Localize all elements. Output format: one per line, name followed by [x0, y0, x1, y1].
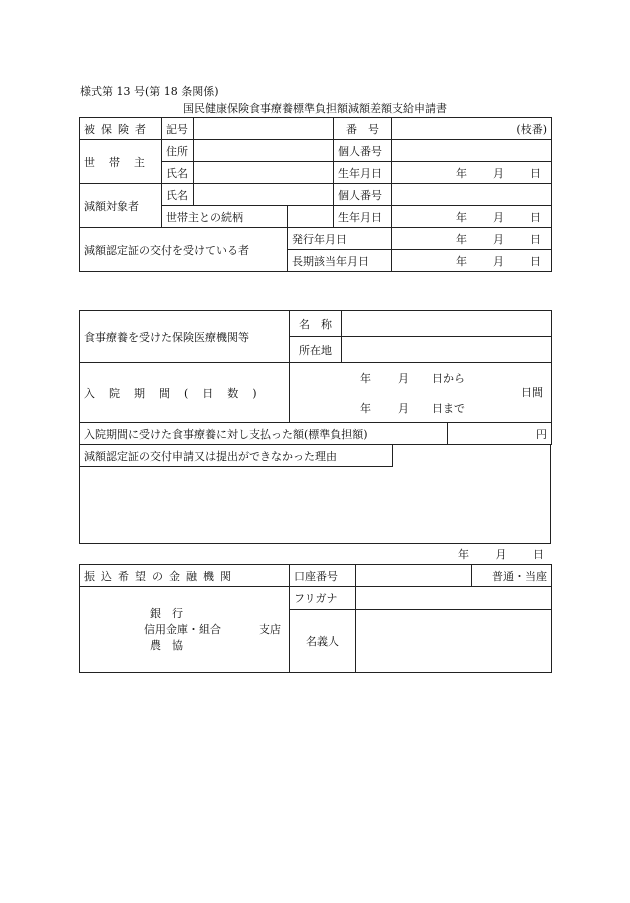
issue-date-field[interactable]: 年 月 日 [392, 228, 552, 250]
bank-table [79, 564, 552, 673]
target-birth-date-field[interactable]: 年 月 日 [392, 206, 552, 228]
name-field[interactable] [194, 162, 334, 184]
insured-label: 被保険者 [80, 118, 162, 140]
symbol-label: 記号 [162, 118, 194, 140]
target-name-label: 氏名 [162, 184, 194, 206]
paid-amount-label: 入院期間に受けた食事療養に対し支払った額(標準負担額) [80, 423, 448, 445]
hospital-period-field[interactable]: 年 月 日から 日間 年 月 日まで [290, 363, 552, 423]
furigana-field[interactable] [356, 587, 552, 610]
reason-box[interactable] [79, 445, 551, 544]
institution-table [79, 310, 552, 423]
issue-date-label: 発行年月日 [288, 228, 392, 250]
inst-name-label: 名 称 [290, 311, 342, 337]
applicant-table [79, 117, 552, 272]
branch-label[interactable]: (枝番) [392, 118, 552, 140]
target-name-field[interactable] [194, 184, 334, 206]
address-field[interactable] [194, 140, 334, 162]
account-number-field[interactable] [356, 565, 472, 587]
long-term-date-label: 長期該当年月日 [288, 250, 392, 272]
reason-label: 減額認定証の交付申請又は提出ができなかった理由 [79, 445, 393, 467]
bank-name-field[interactable]: 銀 行 信用金庫・組合 支店 農 協 [80, 587, 290, 673]
target-personal-number-label: 個人番号 [334, 184, 392, 206]
holder-label: 名義人 [290, 609, 356, 672]
personal-number-field[interactable] [392, 140, 552, 162]
account-number-label: 口座番号 [290, 565, 356, 587]
long-term-date-field[interactable]: 年 月 日 [392, 250, 552, 272]
relation-field[interactable] [288, 206, 334, 228]
cert-holder-label: 減額認定証の交付を受けている者 [80, 228, 288, 272]
target-personal-number-field[interactable] [392, 184, 552, 206]
holder-field[interactable] [356, 609, 552, 672]
inst-name-field[interactable] [342, 311, 552, 337]
application-date[interactable]: 年 月 日 [458, 548, 544, 561]
paid-amount-field[interactable]: 円 [448, 423, 552, 445]
hospital-period-label: 入院期間(日数) [80, 363, 290, 423]
institution-label: 食事療養を受けた保険医療機関等 [80, 311, 290, 363]
symbol-field[interactable] [194, 118, 334, 140]
bank-label: 振込希望の金融機関 [80, 565, 290, 587]
form-title: 国民健康保険食事療養標準負担額減額差額支給申請書 [183, 102, 447, 115]
amount-table [79, 422, 552, 445]
form-id: 様式第 13 号(第 18 条関係) [80, 85, 219, 98]
inst-location-field[interactable] [342, 337, 552, 363]
name-label: 氏名 [162, 162, 194, 184]
birth-date-label: 生年月日 [334, 162, 392, 184]
address-label: 住所 [162, 140, 194, 162]
birth-date-field[interactable]: 年 月 日 [392, 162, 552, 184]
furigana-label: フリガナ [290, 587, 356, 610]
personal-number-label: 個人番号 [334, 140, 392, 162]
inst-location-label: 所在地 [290, 337, 342, 363]
household-head-label: 世帯主 [80, 140, 162, 184]
account-type-field[interactable]: 普通・当座 [472, 565, 552, 587]
reduction-target-label: 減額対象者 [80, 184, 162, 228]
target-birth-date-label: 生年月日 [334, 206, 392, 228]
relation-label: 世帯主との続柄 [162, 206, 288, 228]
number-label: 番 号 [334, 118, 392, 140]
